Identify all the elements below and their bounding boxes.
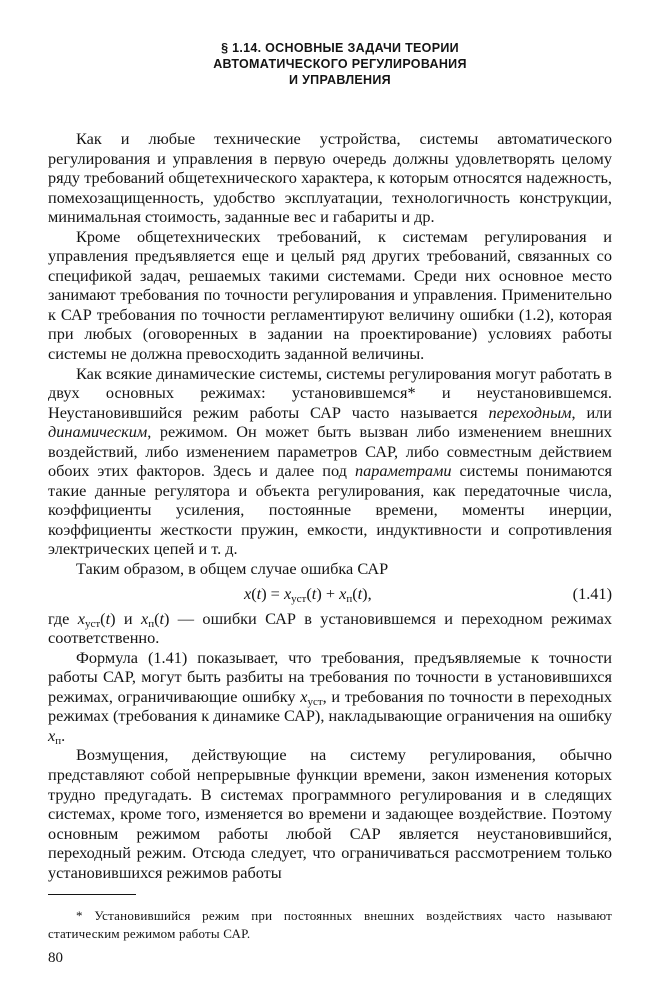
- section-heading-line: И УПРАВЛЕНИЯ: [289, 73, 391, 87]
- section-heading-line: АВТОМАТИЧЕСКОГО РЕГУЛИРОВАНИЯ: [213, 57, 467, 71]
- page-content: [48, 40, 612, 943]
- paragraph-3-text: системы понимаются такие данные регулятора и объекта регулирования, как передаточные числа, коэффициенты усиления, постоянные времени, моменты инерции, коэффициенты жесткости пружин, емкости, индуктивности и сопротивления электрических цепей и т. д.: [48, 461, 612, 559]
- paragraph-4: Таким образом, в общем случае ошибка САР: [76, 559, 389, 579]
- paragraph-3-text: , режимом. Он может быть вызван либо изменением внешних воздействий, либо изменением параметров САР, либо совместным действием обоих этих факторов. Здесь и далее под: [48, 422, 612, 481]
- paragraph-6: Формула (1.41) показывает, что требования, предъявляемые к точности работы САР, могут быть разбиты на требования по точности в установившихся режимах, ограничивающие ошибку $x_{уст}$, и требования по точности в переходных режимах (требования к динамике САР), накладывающие ограничения на ошибку $x_п$.: [48, 647, 612, 747]
- footnote: * Установившийся режим при постоянных внешних воздействиях часто называют статическим режимом работы САР.: [48, 908, 612, 942]
- equation-1-41: [48, 579, 612, 609]
- section-heading-line: § 1.14. ОСНОВНЫЕ ЗАДАЧИ ТЕОРИИ: [221, 41, 459, 55]
- equation-body: $x(t) = x_{уст}(t) + x_п(t)$,: [244, 583, 372, 605]
- paragraph-2: Кроме общетехнических требований, к системам регулирования и управления предъявляется еще и целый ряд других требований, связанных со спецификой задач, решаемых такими системами. Среди них основное место занимают требования по точности регулирования и управления. Применительно к САР требования по точности регламентируют величину ошибки (1.2), которая при любых (оговоренных в задании на проектирование) условиях работы системы не должна превосходить заданной величины.: [48, 226, 612, 364]
- footnote-divider: [48, 894, 136, 895]
- section-heading: [48, 40, 612, 88]
- paragraph-7: Возмущения, действующие на систему регулирования, обычно представляют собой непрерывные функции времени, закон изменения которых трудно предугадать. В системах программного регулирования и в следящих системах, кроме того, изменяется во времени и задающее воздействие. Поэтому основным режимом работы любой САР является неустановившийся, переходный режим. Отсюда следует, что ограничиваться рассмотрением только установившихся режимов работы: [48, 745, 612, 882]
- term-dynamic: динамическим: [48, 422, 148, 442]
- paragraph-3-text: Как всякие динамические системы, системы регулирования могут работать в двух основных режимах: установившемся* и неустановившемся. Неустановившийся режим работы САР часто называется: [48, 363, 612, 422]
- page-number: 80: [48, 950, 63, 966]
- paragraph-5: где $x_{уст}(t)$ и $x_п(t)$ — ошибки САР в установившемся и переходном режимах соответственно.: [48, 608, 612, 648]
- term-parameters: параметрами: [354, 461, 452, 481]
- equation-number: (1.41): [572, 583, 612, 603]
- paragraph-3-text: , или: [571, 402, 612, 422]
- paragraph-1: Как и любые технические устройства, системы автоматического регулирования и управления в первую очередь должны удовлетворять целому ряду требований общетехнического характера, к которым относятся надежность, помехозащищенность, удобство эксплуатации, технологичность конструкции, минимальная стоимость, заданные вес и габариты и др.: [48, 129, 612, 227]
- body-text: [48, 129, 612, 943]
- paragraph-3: [48, 364, 612, 559]
- term-transient: переходным: [488, 402, 572, 422]
